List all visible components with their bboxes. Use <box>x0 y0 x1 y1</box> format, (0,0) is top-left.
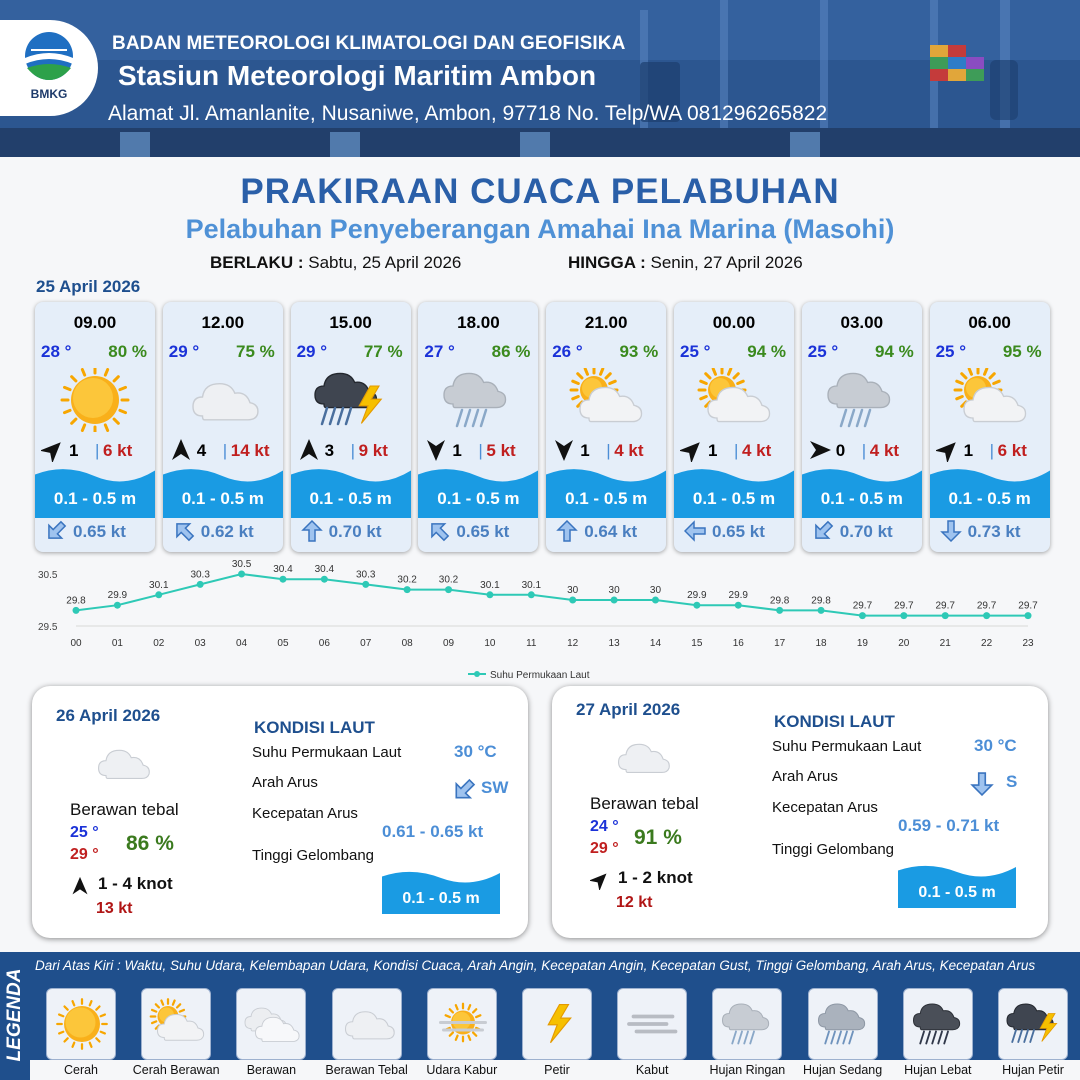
legend-item-label: Berawan Tebal <box>317 1063 417 1077</box>
validity-from-value: Sabtu, 25 April 2026 <box>308 253 462 272</box>
cerah-berawan-icon <box>566 368 646 432</box>
page-title: PRAKIRAAN CUACA PELABUHAN <box>240 172 840 211</box>
data-point <box>611 597 618 604</box>
wind-speed: 3 <box>324 441 335 460</box>
data-label: 30.1 <box>480 579 500 591</box>
data-label: 30.4 <box>273 564 293 576</box>
data-point <box>114 602 121 609</box>
wind-speed: 0 <box>835 441 846 460</box>
hujan-ringan-icon <box>718 995 778 1053</box>
separator: | <box>606 441 611 460</box>
wind-speed: 1 <box>708 441 718 460</box>
petir-icon <box>528 995 588 1053</box>
wave-label: Tinggi Gelombang <box>252 847 375 864</box>
cerah-berawan-icon <box>147 995 207 1053</box>
forecast-card <box>930 302 1050 552</box>
current-speed-value: 0.61 - 0.65 kt <box>382 822 484 841</box>
legend-item <box>46 988 116 1060</box>
legend-item <box>617 988 687 1060</box>
berawan-tebal-icon <box>90 738 154 788</box>
wind-direction-icon <box>169 438 193 462</box>
current-speed-label: Kecepatan Arus <box>252 805 358 822</box>
legend-label: Suhu Permukaan Laut <box>490 670 590 681</box>
current-direction-icon <box>301 520 323 542</box>
day-temp-max: 29 ° <box>590 840 619 857</box>
kabut-icon <box>623 995 683 1053</box>
legend-item <box>808 988 878 1060</box>
legend-item-label: Cerah Berawan <box>126 1063 226 1077</box>
current-speed: 0.65 kt <box>712 522 765 541</box>
x-tick-label: 11 <box>526 638 537 649</box>
legend-item-label: Berawan <box>221 1063 321 1077</box>
legend-item <box>332 988 402 1060</box>
data-label: 29.7 <box>852 600 873 612</box>
data-point <box>942 612 949 619</box>
forecast-card <box>418 302 538 552</box>
data-point <box>528 591 535 598</box>
day-date: 27 April 2026 <box>576 700 681 719</box>
series-line <box>76 574 1028 616</box>
validity-to-label: HINGGA : <box>568 253 646 272</box>
wind-speed: 4 <box>196 441 207 460</box>
wave-value: 0.1 - 0.5 m <box>918 884 996 901</box>
data-label: 30 <box>649 585 662 596</box>
station-address: Alamat Jl. Amanlanite, Nusaniwe, Ambon, 97718 No. Telp/WA 081296265822 <box>108 102 828 125</box>
data-point <box>238 571 245 578</box>
legend-item-label: Cerah <box>31 1063 131 1077</box>
hujan-petir-icon <box>311 368 391 432</box>
data-label: 29.9 <box>107 590 128 602</box>
sst-value: 30 °C <box>974 736 1017 755</box>
x-tick-label: 10 <box>484 638 496 649</box>
wind-speed: 1 <box>69 441 79 460</box>
x-tick-label: 12 <box>567 638 579 649</box>
current-direction-icon <box>452 778 476 802</box>
legend-item <box>427 988 497 1060</box>
data-point <box>735 602 742 609</box>
current-speed: 0.73 kt <box>967 522 1021 541</box>
current-speed: 0.70 kt <box>839 522 893 541</box>
forecast-humidity: 94 % <box>747 342 786 361</box>
berawan-tebal-icon <box>338 995 398 1053</box>
legend-item-label: Hujan Sedang <box>793 1063 893 1077</box>
current-speed: 0.65 kt <box>73 522 126 541</box>
day-temp-max: 29 ° <box>70 846 99 863</box>
wind-direction-icon <box>41 438 65 462</box>
wave-height: 0.1 - 0.5 m <box>53 489 137 508</box>
data-point <box>818 607 825 614</box>
day-gust: 12 kt <box>616 894 653 911</box>
forecast-time: 06.00 <box>968 313 1011 332</box>
validity-from-label: BERLAKU : <box>210 253 304 272</box>
forecast-time: 03.00 <box>840 313 884 332</box>
current-direction-icon <box>970 772 994 796</box>
wave-height: 0.1 - 0.5 m <box>181 489 264 508</box>
page-subtitle: Pelabuhan Penyeberangan Amahai Ina Marina (Masohi) <box>185 214 895 244</box>
x-tick-label: 14 <box>649 638 662 649</box>
cerah-berawan-icon <box>950 368 1030 432</box>
legend-swatch-dot <box>474 671 480 677</box>
legend-item-label: Petir <box>507 1063 607 1077</box>
berawan-tebal-icon <box>183 368 263 432</box>
data-label: 29.8 <box>811 595 831 607</box>
forecast-temp: 26 ° <box>552 342 583 361</box>
legend-item <box>522 988 592 1060</box>
wave-label: Tinggi Gelombang <box>772 841 895 858</box>
x-tick-label: 20 <box>898 638 910 649</box>
day-box-27 <box>552 686 1048 938</box>
data-label: 29.8 <box>769 595 790 607</box>
forecast-humidity: 86 % <box>491 342 531 361</box>
data-label: 30.5 <box>231 560 252 570</box>
wave-height: 0.1 - 0.5 m <box>437 489 520 508</box>
gust-speed: 6 kt <box>997 441 1027 460</box>
wind-direction-icon <box>297 438 321 462</box>
data-label: 30.3 <box>190 569 210 581</box>
wave-height: 0.1 - 0.5 m <box>948 489 1031 508</box>
x-tick-label: 01 <box>111 638 123 649</box>
wind-direction-icon <box>70 876 90 896</box>
data-label: 29.7 <box>1018 600 1038 612</box>
current-speed-value: 0.59 - 0.71 kt <box>898 816 1000 835</box>
x-tick-label: 18 <box>815 638 827 649</box>
data-label: 29.7 <box>976 600 997 612</box>
current-speed: 0.70 kt <box>328 522 382 541</box>
current-speed-label: Kecepatan Arus <box>772 799 878 816</box>
station-name: Stasiun Meteorologi Maritim Ambon <box>118 60 597 91</box>
day-condition: Berawan tebal <box>590 794 699 813</box>
data-point <box>859 612 866 619</box>
x-tick-label: 13 <box>608 638 620 649</box>
forecast-humidity: 75 % <box>236 342 275 361</box>
forecast-time: 09.00 <box>73 313 117 332</box>
wind-direction-icon <box>590 870 610 890</box>
data-point <box>900 612 907 619</box>
forecast-time: 21.00 <box>584 313 628 332</box>
data-point <box>569 597 576 604</box>
day-gust: 13 kt <box>96 900 133 917</box>
wave-height: 0.1 - 0.5 m <box>309 489 392 508</box>
current-direction-icon <box>556 520 578 542</box>
legend-item <box>141 988 211 1060</box>
separator: | <box>861 441 867 460</box>
legend-item <box>236 988 306 1060</box>
berawan-tebal-icon <box>610 732 674 782</box>
current-dir-label: Arah Arus <box>772 768 838 785</box>
separator: | <box>95 441 100 460</box>
forecast-temp: 29 ° <box>296 342 328 361</box>
forecast-humidity: 77 % <box>363 342 403 361</box>
sst-value: 30 °C <box>454 742 497 761</box>
validity-to-value: Senin, 27 April 2026 <box>650 253 803 272</box>
day-temp-min: 25 ° <box>70 824 99 841</box>
forecast-temp: 25 ° <box>935 342 967 361</box>
data-point <box>983 612 990 619</box>
forecast-time: 18.00 <box>457 313 500 332</box>
sst-chart <box>0 560 1080 684</box>
wave-height: 0.1 - 0.5 m <box>820 489 903 508</box>
separator: | <box>734 441 739 460</box>
data-label: 30 <box>567 585 579 596</box>
data-point <box>197 581 204 588</box>
x-tick-label: 17 <box>774 638 786 649</box>
x-tick-label: 21 <box>939 638 951 649</box>
x-tick-label: 00 <box>70 638 82 649</box>
data-label: 29.7 <box>935 600 955 612</box>
wind-speed: 1 <box>580 441 590 460</box>
forecast-time: 15.00 <box>329 313 372 332</box>
current-direction-icon <box>428 520 450 542</box>
forecast-humidity: 95 % <box>1002 342 1042 361</box>
current-direction-icon <box>173 520 195 542</box>
day-condition: Berawan tebal <box>70 800 179 819</box>
forecast-temp: 28 ° <box>41 342 72 361</box>
udara-kabur-icon <box>433 995 493 1053</box>
validity-to <box>568 253 803 273</box>
legend-note: Dari Atas Kiri : Waktu, Suhu Udara, Kelembapan Udara, Kondisi Cuaca, Arah Angin, Kecepatan Angin, Kecepatan Gust, Tinggi Gelombang, Arah Arus, Kecepatan Arus <box>35 958 1036 973</box>
forecast-temp: 25 ° <box>680 342 711 361</box>
forecast-humidity: 93 % <box>619 342 659 361</box>
gust-speed: 9 kt <box>358 441 388 460</box>
data-label: 29.9 <box>728 590 748 602</box>
separator: | <box>989 441 995 460</box>
day-wind: 1 - 2 knot <box>618 868 693 887</box>
hujan-ringan-icon <box>822 368 902 432</box>
hujan-lebat-icon <box>909 995 969 1053</box>
sst-label: Suhu Permukaan Laut <box>252 744 402 761</box>
forecast-card <box>674 302 794 552</box>
current-direction-icon <box>45 520 67 542</box>
current-direction-icon <box>812 520 834 542</box>
gust-speed: 4 kt <box>869 441 900 460</box>
data-label: 30.4 <box>314 564 335 576</box>
forecast-card <box>291 302 411 552</box>
x-tick-label: 22 <box>981 638 993 649</box>
current-dir-value: S <box>1006 772 1018 791</box>
y-tick-label: 29.5 <box>38 622 58 633</box>
data-point <box>445 586 452 593</box>
day-humidity: 86 % <box>126 832 174 855</box>
legend-side <box>0 952 30 1080</box>
gust-speed: 14 kt <box>230 441 270 460</box>
agency-name: BADAN METEOROLOGI KLIMATOLOGI DAN GEOFISIKA <box>112 33 626 54</box>
gust-speed: 4 kt <box>614 441 644 460</box>
data-point <box>404 586 411 593</box>
legend-item-label: Hujan Lebat <box>888 1063 988 1077</box>
day-box-26 <box>32 686 528 938</box>
legend-item <box>998 988 1068 1060</box>
validity-from <box>210 253 461 273</box>
hujan-petir-icon <box>1004 995 1064 1053</box>
current-dir-label: Arah Arus <box>252 774 318 791</box>
wind-direction-icon <box>808 438 832 462</box>
current-speed: 0.65 kt <box>456 522 510 541</box>
cerah-berawan-icon <box>694 368 774 432</box>
data-point <box>486 591 493 598</box>
x-tick-label: 23 <box>1022 638 1034 649</box>
data-label: 30.3 <box>356 569 376 581</box>
gust-speed: 4 kt <box>742 441 772 460</box>
legend-item <box>903 988 973 1060</box>
forecast-temp: 29 ° <box>168 342 200 361</box>
data-point <box>652 597 659 604</box>
cerah-icon <box>55 368 135 432</box>
separator: | <box>478 441 483 460</box>
data-point <box>73 607 80 614</box>
forecast-humidity: 80 % <box>108 342 147 361</box>
header-banner <box>0 0 1080 157</box>
logo-text: BMKG <box>30 87 68 101</box>
legend-title: LEGENDA <box>4 968 25 1062</box>
forecast-humidity: 94 % <box>875 342 914 361</box>
forecast-temp: 25 ° <box>807 342 839 361</box>
wave-height: 0.1 - 0.5 m <box>692 489 776 508</box>
forecast-temp: 27 ° <box>424 342 455 361</box>
legend-item-label: Hujan Petir <box>983 1063 1080 1077</box>
sea-title: KONDISI LAUT <box>774 712 895 731</box>
separator: | <box>222 441 228 460</box>
bmkg-logo <box>16 30 82 102</box>
legend-item-label: Udara Kabur <box>412 1063 512 1077</box>
legend-item-label: Hujan Ringan <box>697 1063 797 1077</box>
data-label: 30.2 <box>397 574 417 586</box>
day-wind: 1 - 4 knot <box>98 874 173 893</box>
x-tick-label: 07 <box>360 638 372 649</box>
separator: | <box>350 441 356 460</box>
wind-direction-icon <box>424 438 448 462</box>
forecast-time: 00.00 <box>712 313 756 332</box>
x-tick-label: 09 <box>442 638 455 649</box>
wind-direction-icon <box>552 438 576 462</box>
data-point <box>155 591 162 598</box>
data-label: 29.9 <box>687 590 707 602</box>
data-label: 30.1 <box>149 579 169 591</box>
current-speed: 0.64 kt <box>584 522 638 541</box>
current-direction-icon <box>940 520 962 542</box>
data-label: 30.2 <box>438 574 459 586</box>
data-point <box>362 581 369 588</box>
current-dir-value: SW <box>481 778 509 797</box>
x-tick-label: 06 <box>318 638 330 649</box>
data-point <box>1025 612 1032 619</box>
x-tick-label: 15 <box>691 638 703 649</box>
forecast-card <box>546 302 666 552</box>
x-tick-label: 05 <box>277 638 289 649</box>
forecast-card <box>163 302 283 552</box>
current-direction-icon <box>684 520 706 542</box>
hujan-ringan-icon <box>438 368 518 432</box>
x-tick-label: 16 <box>732 638 744 649</box>
legend-item <box>712 988 782 1060</box>
x-tick-label: 04 <box>236 638 248 649</box>
y-tick-label: 30.5 <box>38 570 58 581</box>
forecast-card <box>802 302 922 552</box>
forecast-time: 12.00 <box>201 313 245 332</box>
berawan-icon <box>242 995 302 1053</box>
sea-title: KONDISI LAUT <box>254 718 375 737</box>
day-date: 26 April 2026 <box>56 706 161 725</box>
wave-height: 0.1 - 0.5 m <box>565 489 648 508</box>
x-tick-label: 03 <box>194 638 206 649</box>
legend-item-label: Kabut <box>602 1063 702 1077</box>
day1-date: 25 April 2026 <box>36 277 141 296</box>
gust-speed: 5 kt <box>486 441 516 460</box>
data-point <box>693 602 700 609</box>
hujan-sedang-icon <box>814 995 874 1053</box>
data-label: 30 <box>608 585 620 596</box>
current-speed: 0.62 kt <box>200 522 254 541</box>
data-point <box>279 576 286 583</box>
sst-label: Suhu Permukaan Laut <box>772 738 922 755</box>
x-tick-label: 08 <box>401 638 413 649</box>
data-point <box>321 576 328 583</box>
data-label: 30.1 <box>521 579 542 591</box>
wind-speed: 1 <box>452 441 462 460</box>
wind-direction-icon <box>936 438 960 462</box>
day-humidity: 91 % <box>634 826 682 849</box>
day-temp-min: 24 ° <box>590 818 619 835</box>
wave-value: 0.1 - 0.5 m <box>402 890 480 907</box>
gust-speed: 6 kt <box>103 441 133 460</box>
wind-direction-icon <box>680 438 704 462</box>
x-tick-label: 02 <box>153 638 165 649</box>
forecast-card <box>35 302 155 552</box>
data-label: 29.8 <box>66 595 86 607</box>
data-label: 29.7 <box>894 600 914 612</box>
data-point <box>776 607 783 614</box>
cerah-icon <box>52 995 112 1053</box>
wind-speed: 1 <box>963 441 974 460</box>
x-tick-label: 19 <box>856 638 868 649</box>
